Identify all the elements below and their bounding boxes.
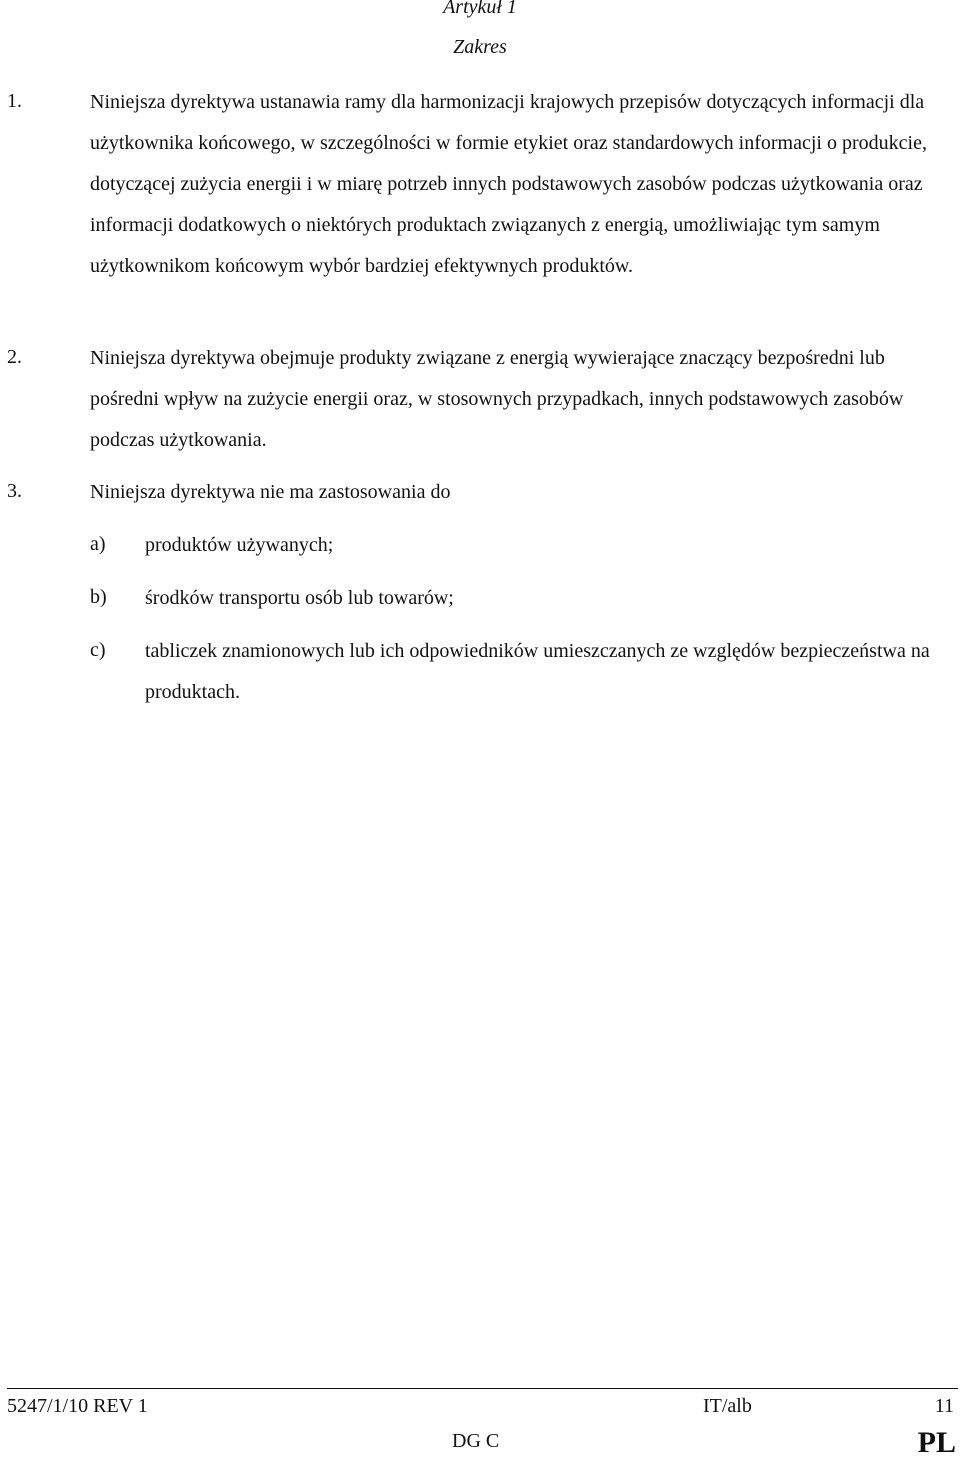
footer-initials: IT/alb [703, 1395, 752, 1417]
footer-dg: DG C [452, 1430, 500, 1452]
paragraph-number: 2. [7, 346, 22, 368]
paragraph-text: Niniejsza dyrektywa ustanawia ramy dla harmonizacji krajowych przepisów dotyczących informacji dla użytkownika końcowego, w szczególności w formie etykiet oraz standardowych informacji o produkcie, dotyczącej zużycia energii i w miarę potrzeb innych podstawowych zasobów podczas użytkowania oraz informacji dodatkowych o niektórych produktach związanych z energią, umożliwiając tym samym użytkownikom końcowym wybór bardziej efektywnych produktów. [90, 91, 927, 277]
footer-language: PL [917, 1426, 956, 1459]
list-item-letter: b) [90, 586, 107, 608]
footer-doc-ref: 5247/1/10 REV 1 [7, 1395, 148, 1417]
paragraph-number: 3. [7, 480, 22, 502]
paragraph-text: Niniejsza dyrektywa obejmuje produkty związane z energią wywierające znaczący bezpośredni lub pośredni wpływ na zużycie energii oraz, w stosownych przypadkach, innych podstawowych zasobów podczas użytkowania. [90, 347, 904, 451]
paragraph-number: 1. [7, 90, 22, 112]
paragraph-text: Niniejsza dyrektywa nie ma zastosowania do [90, 481, 451, 503]
list-item-text: tabliczek znamionowych lub ich odpowiedników umieszczanych ze względów bezpieczeństwa na produktach. [145, 640, 930, 703]
article-subheading: Zakres [453, 36, 507, 58]
list-item-text: produktów używanych; [145, 534, 334, 556]
footer-divider [7, 1388, 958, 1389]
article-heading: Artykuł 1 [443, 0, 517, 18]
list-item-text: środków transportu osób lub towarów; [145, 587, 454, 609]
footer-page-number: 11 [934, 1395, 954, 1417]
list-item-letter: a) [90, 533, 106, 555]
list-item-letter: c) [90, 639, 106, 661]
